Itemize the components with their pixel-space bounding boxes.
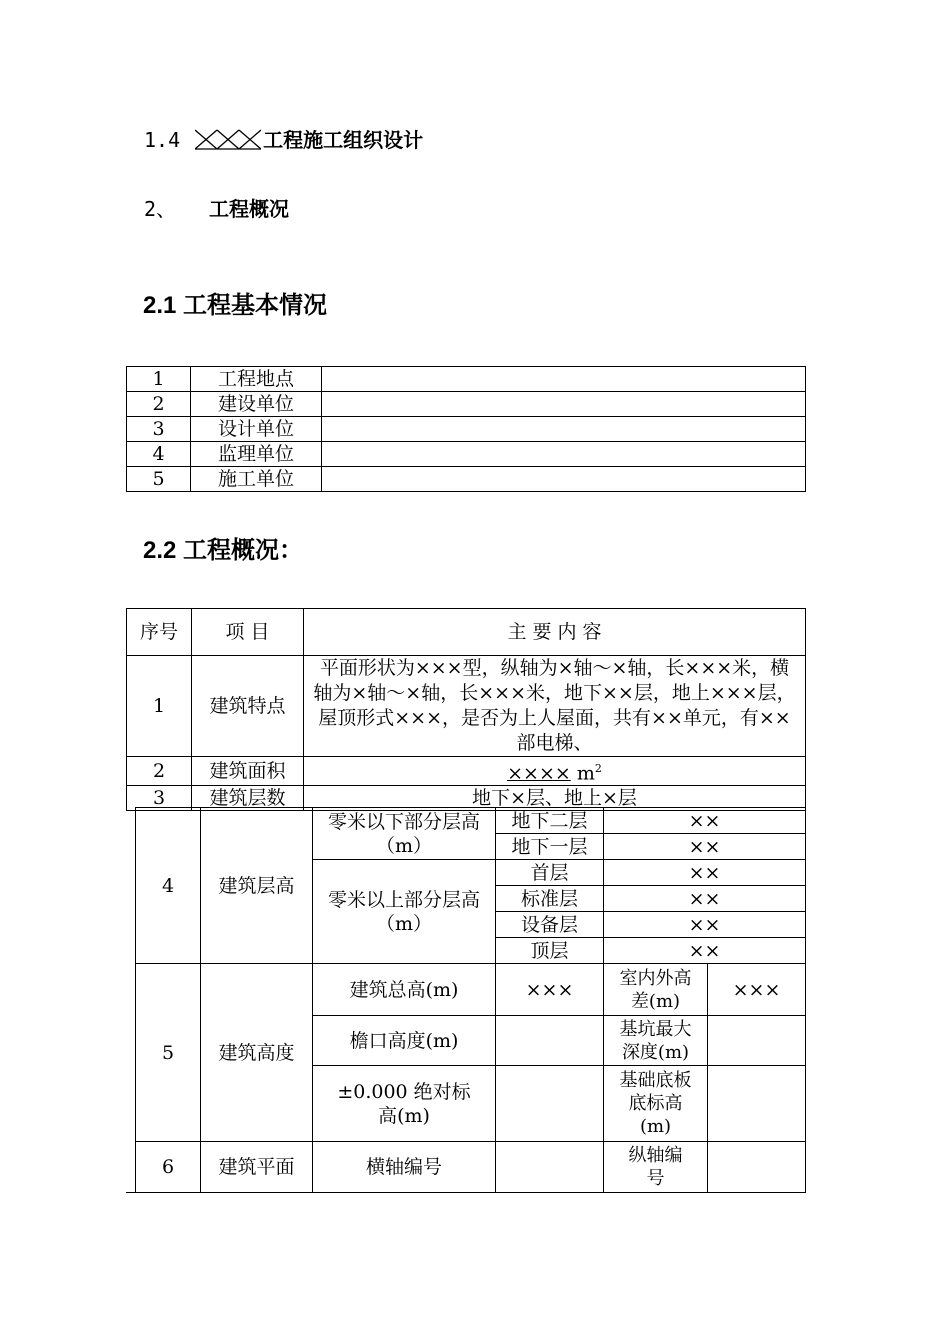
total-height-label: 建筑总高(m) — [313, 964, 496, 1016]
row-item: 建筑特点 — [192, 656, 304, 757]
vertical-axis-label: 纵轴编号 — [604, 1142, 708, 1193]
table-row — [127, 656, 806, 757]
floor-value: ×× — [604, 834, 806, 860]
floor-name: 标准层 — [496, 886, 604, 912]
table-row — [136, 808, 806, 834]
floor-value: ×× — [604, 808, 806, 834]
heading-2 — [144, 193, 289, 222]
overview-table-top — [126, 608, 806, 811]
vertical-axis-value — [708, 1142, 806, 1193]
heading-1-4-text: 工程施工组织设计 — [263, 128, 424, 152]
row-value — [322, 417, 806, 442]
area-unit-sup: 2 — [594, 762, 602, 775]
row-number: 2 — [127, 392, 191, 417]
row-item: 建筑平面 — [201, 1142, 313, 1193]
heading-2-text: 工程概况 — [209, 197, 290, 221]
row-number: 4 — [127, 442, 191, 467]
row-item: 工程地点 — [191, 367, 322, 392]
row-value — [322, 392, 806, 417]
table-row — [127, 367, 806, 392]
heading-1-4 — [144, 124, 423, 153]
table-header-row — [127, 609, 806, 656]
table-row — [127, 757, 806, 786]
height-diff-label: 室内外高差(m) — [604, 964, 708, 1016]
below-zero-label: 零米以下部分层高（m） — [313, 808, 496, 860]
building-floors-value: 地下×层、地上×层 — [304, 786, 806, 811]
row-number: 3 — [127, 786, 192, 811]
row-number: 2 — [127, 757, 192, 786]
horizontal-axis-value — [496, 1142, 604, 1193]
row-value — [322, 367, 806, 392]
floor-value: ×× — [604, 860, 806, 886]
xxx-placeholder-icon — [195, 128, 261, 150]
row-value — [322, 442, 806, 467]
heading-2-number: 2、 — [144, 197, 177, 221]
row-item: 建筑高度 — [201, 964, 313, 1142]
area-number: ×××× — [507, 762, 571, 785]
base-elevation-label: 基础底板底标高(m) — [604, 1066, 708, 1142]
absolute-elevation-value — [496, 1066, 604, 1142]
row-number: 1 — [127, 367, 191, 392]
base-elevation-value — [708, 1066, 806, 1142]
row-number: 5 — [127, 467, 191, 492]
header-no: 序号 — [127, 609, 192, 656]
row-number: 6 — [136, 1142, 201, 1193]
table-row — [136, 964, 806, 1016]
basic-info-table — [126, 366, 806, 492]
floor-value: ×× — [604, 912, 806, 938]
row-number: 3 — [127, 417, 191, 442]
table-row — [127, 417, 806, 442]
building-area-value — [304, 757, 806, 786]
row-number: 5 — [136, 964, 201, 1142]
heading-1-4-number: 1.4 — [144, 128, 181, 152]
overview-table-bottom — [135, 807, 806, 1193]
total-height-value: ××× — [496, 964, 604, 1016]
table-row — [127, 442, 806, 467]
floor-name: 地下一层 — [496, 834, 604, 860]
area-unit: m — [576, 762, 595, 785]
horizontal-axis-label: 横轴编号 — [313, 1142, 496, 1193]
height-diff-value: ××× — [708, 964, 806, 1016]
building-features-text: 平面形状为×××型，纵轴为×轴～×轴，长×××米，横轴为×轴～×轴，长×××米，地下××层，地上×××层，屋顶形式×××，是否为上人屋面，共有××单元，有××部电梯、 — [304, 656, 806, 757]
row-item: 设计单位 — [191, 417, 322, 442]
row-item: 建筑面积 — [192, 757, 304, 786]
row-number: 4 — [136, 808, 201, 964]
row-item: 监理单位 — [191, 442, 322, 467]
row-item: 建筑层高 — [201, 808, 313, 964]
floor-name: 地下二层 — [496, 808, 604, 834]
table-row — [136, 1142, 806, 1193]
floor-name: 顶层 — [496, 938, 604, 964]
eave-height-value — [496, 1016, 604, 1066]
absolute-elevation-label: ±0.000 绝对标高(m) — [313, 1066, 496, 1142]
floor-name: 设备层 — [496, 912, 604, 938]
header-item: 项 目 — [192, 609, 304, 656]
floor-value: ×× — [604, 886, 806, 912]
pit-depth-label: 基坑最大深度(m) — [604, 1016, 708, 1066]
heading-2-1: 2.1 工程基本情况 — [143, 292, 328, 319]
above-zero-label: 零米以上部分层高（m） — [313, 860, 496, 964]
table-edge-mark — [126, 1192, 135, 1193]
eave-height-label: 檐口高度(m) — [313, 1016, 496, 1066]
row-number: 1 — [127, 656, 192, 757]
table-row — [127, 467, 806, 492]
row-item: 施工单位 — [191, 467, 322, 492]
floor-name: 首层 — [496, 860, 604, 886]
floor-value: ×× — [604, 938, 806, 964]
row-item: 建设单位 — [191, 392, 322, 417]
table-row — [127, 392, 806, 417]
pit-depth-value — [708, 1016, 806, 1066]
heading-2-2: 2.2 工程概况： — [143, 537, 304, 564]
header-content: 主 要 内 容 — [304, 609, 806, 656]
row-value — [322, 467, 806, 492]
row-item: 建筑层数 — [192, 786, 304, 811]
